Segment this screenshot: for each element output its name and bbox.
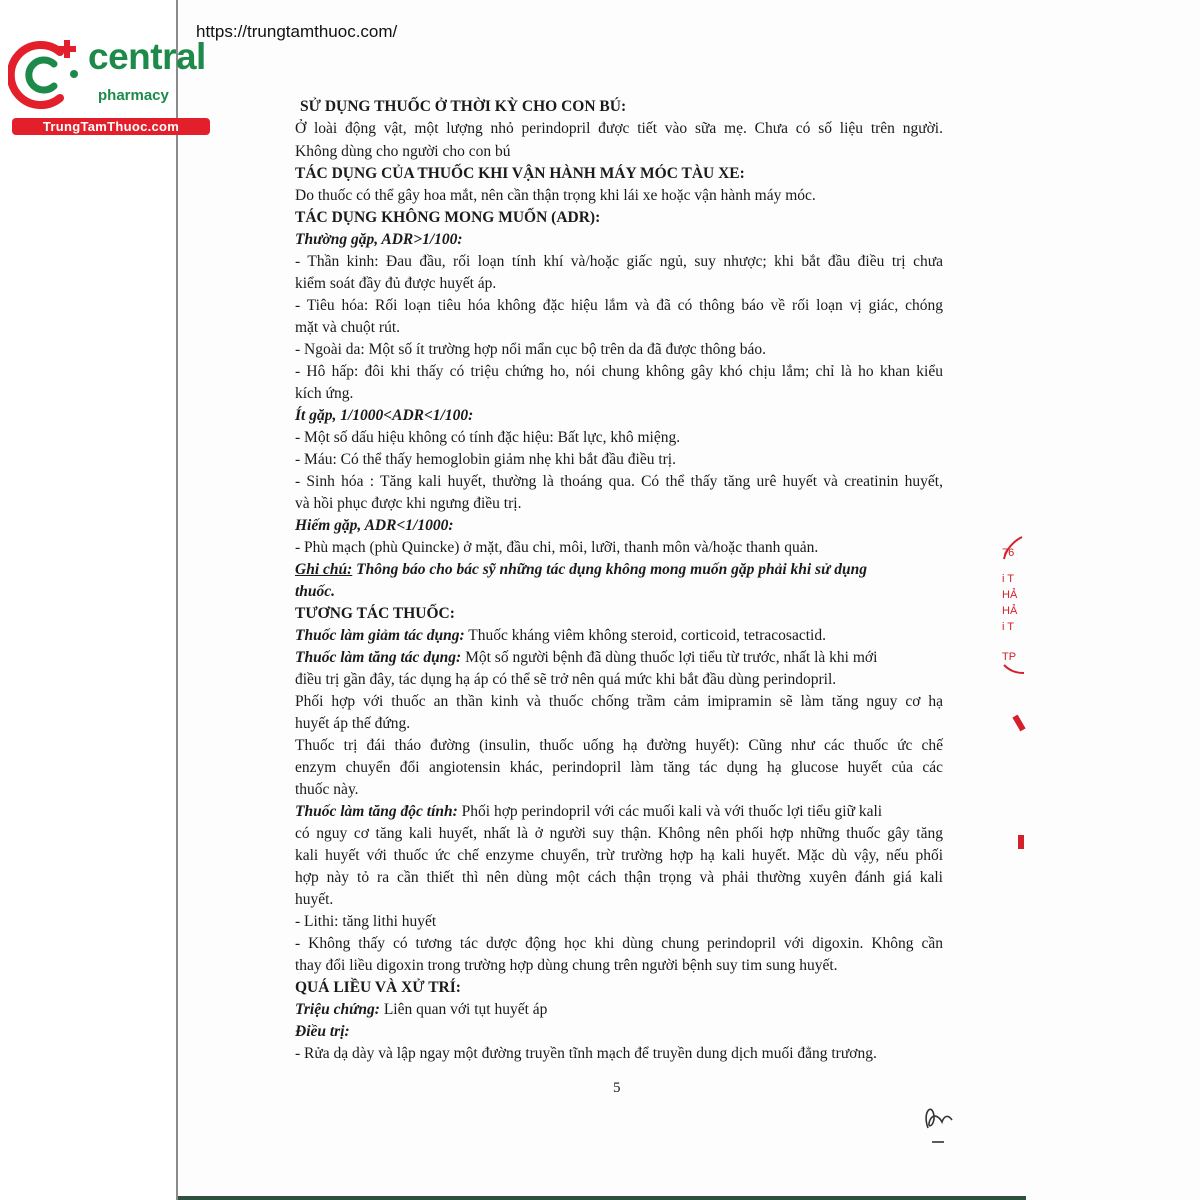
- logo-name: central: [88, 36, 206, 77]
- interaction-line: Phối hợp với thuốc an thần kinh và thuốc chống trầm cảm imipramin sẽ làm tăng nguy cơ hạ: [295, 693, 943, 710]
- interaction-line-continued: hợp này tỏ ra cần thiết thì nên dùng một cách thận trọng và phải thường xuyên đánh giá kali: [295, 869, 943, 886]
- stamp-fragment: i T: [1002, 573, 1015, 585]
- list-item: - Một số dấu hiệu không có tính đặc hiệu: Bất lực, khô miệng.: [295, 429, 681, 446]
- logo-c-cross-icon: [8, 36, 90, 112]
- symptoms-text: Liên quan với tụt huyết áp: [383, 1001, 548, 1018]
- list-item-continued: thay đổi liều digoxin trong trường hợp dùng chung trên người bệnh suy tim sung huyết.: [295, 957, 838, 974]
- list-item: - Tiêu hóa: Rối loạn tiêu hóa không đặc hiệu lắm và đã có thông báo về rối loạn vị giác, chóng: [295, 297, 943, 314]
- list-item-continued: kích ứng.: [295, 385, 354, 402]
- interaction-line-continued: enzym chuyển đổi angiotensin khác, perindopril làm tăng tác dụng hạ glucose huyết của các: [295, 759, 943, 776]
- list-item: - Phù mạch (phù Quincke) ở mặt, đầu chi, môi, lưỡi, thanh môn và/hoặc thanh quản.: [295, 539, 819, 556]
- list-item: - Rửa dạ dày và lập ngay một đường truyền tĩnh mạch để truyền dung dịch muối đẳng trương.: [295, 1045, 877, 1062]
- toxicity-label: Thuốc làm tăng độc tính:: [295, 803, 458, 820]
- heading-driving: TÁC DỤNG CỦA THUỐC KHI VẬN HÀNH MÁY MÓC TÀU XE:: [295, 165, 745, 182]
- paragraph-line: Ở loài động vật, một lượng nhỏ perindopril được tiết vào sữa mẹ. Chưa có số liệu trên người.: [295, 120, 943, 137]
- logo-subtitle: pharmacy: [98, 87, 169, 104]
- stamp-fragment: TP: [1002, 651, 1017, 663]
- stamp-fragment: HẢ: [1002, 589, 1018, 601]
- page-edge: [176, 0, 178, 1200]
- toxicity-text: Phối hợp perindopril với các muối kali và với thuốc lợi tiểu giữ kali: [461, 803, 883, 820]
- paragraph-line: Do thuốc có thể gây hoa mắt, nên cần thận trọng khi lái xe hoặc vận hành máy móc.: [295, 187, 816, 204]
- interaction-line: [295, 803, 882, 821]
- decrease-text: Thuốc kháng viêm không steroid, corticoid, tetracosactid.: [468, 627, 826, 644]
- subheading-rare: Hiếm gặp, ADR<1/1000:: [295, 517, 454, 534]
- interaction-line: [295, 649, 877, 667]
- pharmacy-logo[interactable]: [8, 36, 213, 136]
- note-line: [295, 561, 867, 579]
- list-item: - Máu: Có thể thấy hemoglobin giảm nhẹ khi bắt đầu điều trị.: [295, 451, 676, 468]
- increase-label: Thuốc làm tăng tác dụng:: [295, 649, 462, 666]
- interaction-line: Thuốc trị đái tháo đường (insulin, thuốc uống hạ đường huyết): Cũng như các thuốc ức chế: [295, 737, 943, 754]
- overdose-line: [295, 1001, 547, 1019]
- list-item: - Thần kinh: Đau đầu, rối loạn tính khí và/hoặc giấc ngủ, suy nhược; khi bắt đầu điều trị chưa: [295, 253, 943, 270]
- signature-icon: [918, 1098, 962, 1148]
- stamp-fragment: 76: [1002, 547, 1015, 559]
- note-label: Ghi chú:: [295, 561, 353, 578]
- interaction-line-continued: có nguy cơ tăng kali huyết, nhất là ở người suy thận. Không nên phối hợp những thuốc gây tăng: [295, 825, 943, 842]
- interaction-line-continued: thuốc này.: [295, 781, 359, 798]
- list-item: - Hô hấp: đôi khi thấy có triệu chứng ho, nói chung không gây khó chịu lắm; chỉ là ho khan kiểu: [295, 363, 943, 380]
- list-item-continued: kiểm soát đầy đủ được huyết áp.: [295, 275, 497, 292]
- note-text: Thông báo cho bác sỹ những tác dụng không mong muốn gặp phải khi sử dụng: [356, 561, 867, 578]
- page-bottom-edge: [178, 1196, 1026, 1200]
- symptoms-label: Triệu chứng:: [295, 1001, 380, 1018]
- stamp-fragment: HẢ: [1002, 605, 1018, 617]
- interaction-line: [295, 627, 826, 645]
- decrease-label: Thuốc làm giảm tác dụng:: [295, 627, 465, 644]
- list-item: - Không thấy có tương tác dược động học khi dùng chung perindopril với digoxin. Không cần: [295, 935, 943, 952]
- interaction-line-continued: kali huyết với thuốc ức chế enzyme chuyển, trừ trường hợp hạ kali huyết. Mặc dù vậy, nếu phối: [295, 847, 943, 864]
- heading-interactions: TƯƠNG TÁC THUỐC:: [295, 605, 455, 622]
- list-item: - Sinh hóa : Tăng kali huyết, thường là thoáng qua. Có thể thấy tăng urê huyết và creatinin huyết,: [295, 473, 943, 490]
- paragraph-line: Không dùng cho người cho con bú: [295, 143, 511, 160]
- heading-breastfeeding: SỬ DỤNG THUỐC Ở THỜI KỲ CHO CON BÚ:: [300, 98, 627, 115]
- list-item-continued: và hồi phục được khi ngưng điều trị.: [295, 495, 522, 512]
- heading-overdose: QUÁ LIỀU VÀ XỬ TRÍ:: [295, 979, 461, 996]
- red-stamp-fragment: [996, 535, 1026, 855]
- stamp-text: [1002, 535, 1017, 665]
- logo-banner: TrungTamThuoc.com: [12, 118, 210, 135]
- heading-adr: TÁC DỤNG KHÔNG MONG MUỐN (ADR):: [295, 209, 601, 226]
- subheading-common: Thường gặp, ADR>1/100:: [295, 231, 463, 248]
- note-text-continued: thuốc.: [295, 583, 336, 600]
- source-url[interactable]: https://trungtamthuoc.com/: [196, 22, 398, 41]
- interaction-line-continued: huyết áp thế đứng.: [295, 715, 411, 732]
- list-item-continued: mặt và chuột rút.: [295, 319, 401, 336]
- page-number: 5: [613, 1080, 621, 1096]
- treatment-label: Điều trị:: [295, 1023, 350, 1040]
- subheading-uncommon: Ít gặp, 1/1000<ADR<1/100:: [295, 407, 474, 424]
- increase-text: Một số người bệnh đã dùng thuốc lợi tiểu từ trước, nhất là khi mới: [465, 649, 878, 666]
- interaction-line-continued: điều trị gần đây, tác dụng hạ áp có thể sẽ trở nên quá mức khi bắt đầu dùng perindopril.: [295, 671, 837, 688]
- list-item: - Ngoài da: Một số ít trường hợp nổi mẩn cục bộ trên da đã được thông báo.: [295, 341, 766, 358]
- left-margin: [0, 0, 176, 1200]
- stamp-fragment: i T: [1002, 621, 1015, 633]
- interaction-line-continued: huyết.: [295, 891, 334, 908]
- list-item: - Lithi: tăng lithi huyết: [295, 913, 437, 930]
